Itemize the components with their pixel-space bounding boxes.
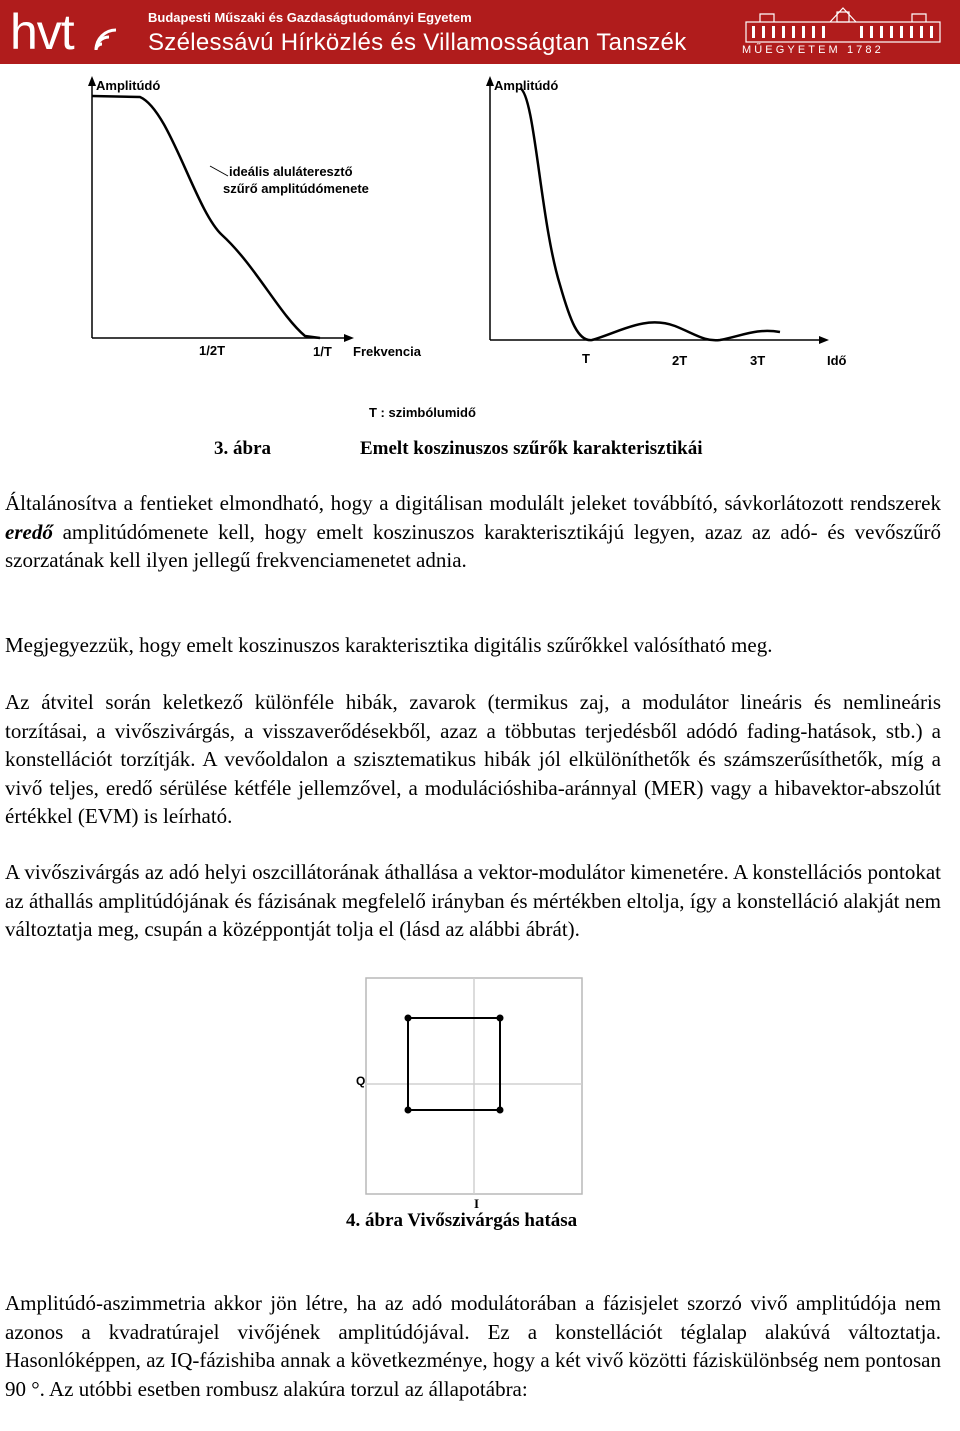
paragraph-transmission-errors: Az átvitel során keletkező különféle hibák, zavarok (termikus zaj, a modulátor lineáris és nemlineáris torzításai, a vivőszivárgás, a visszaverődésekből, azaz a többutas terjedésből adódó fading-hatások, stb.) a konstellációt torzítják. A vevőoldalon a szisztematikus hibák jól elkülöníthetők és számszerűsíthetők, míg a vivő teljes, eredő sérülése kétféle jellemzővel, a modulációshiba-aránnyal (MER) vagy a hibavektor-abszolút értékkel (EVM) is leírható. [5,690,941,829]
university-name: Budapesti Műszaki és Gazdaságtudományi Egyetem [148,10,472,25]
paragraph-amplitude-asymmetry: Amplitúdó-aszimmetria akkor jön létre, ha az adó modulátorában a fázisjelet szorzó vivő amplitúdója nem azonos a kvadratúrajel vivőjének amplitúdójával. Ez a konstellációt téglalap alakúvá változtatja. Hasonlóképpen, az IQ-fázishiba annak a következménye, hogy a két vivő közötti fáziskülönbség nem pontosan 90 °. Az utóbbi esetben rombusz alakúra torzul az állapotábra: [5,1291,941,1401]
figure4-caption: 4. ábra Vivőszivárgás hatása [346,1210,578,1231]
ideal-filter-annotation-line2: szűrő amplitúdómenete [223,181,369,196]
figure3-caption-number: 3. ábra [214,438,271,459]
tick-label-2t: 2T [672,353,688,368]
constellation-point [497,1107,504,1114]
i-axis-label: I [474,1196,480,1211]
tick-label-one-t: 1/T [313,344,332,359]
tick-label-half-t: 1/2T [199,343,226,358]
left-x-axis-label: Frekvencia [353,344,421,359]
symbol-time-note: T : szimbólumidő [369,405,476,420]
paragraph-digital-filters: Megjegyezzük, hogy emelt koszinuszos karakterisztika digitális szűrőkkel valósítható meg. [5,633,773,657]
q-axis-label: Q [356,1074,366,1088]
y-axis-arrow [486,76,494,86]
tick-label-3t: 3T [750,353,766,368]
emphasis-text: eredő [5,519,53,544]
constellation-point [497,1015,504,1022]
left-y-axis-label: Amplitúdó [96,78,161,93]
paragraph-text: amplitúdómenete kell, hogy emelt koszinuszos karakterisztikájú legyen, azaz az adó- és vevőszűrő szorzatának kell ilyen jellegű frekvenciamenetet adnia. [5,519,941,573]
seal-text: MŰEGYETEM 1782 [742,44,884,56]
constellation-point [405,1015,412,1022]
y-axis-arrow [88,76,96,86]
constellation-point [405,1107,412,1114]
paragraph-generalization [5,489,941,575]
signal-waves-icon [92,22,128,52]
raised-cosine-frequency-plot [0,70,480,370]
constellation-diagram [360,976,586,1198]
figure3-caption-title: Emelt koszinuszos szűrők karakterisztikái [360,438,703,459]
header-banner [0,0,960,64]
impulse-response-plot [480,70,880,370]
x-axis-arrow [819,336,829,344]
frequency-response-curve [92,96,320,338]
paragraph-text: Általánosítva a fentieket elmondható, hogy a digitálisan modulált jeleket továbbító, sávkorlátozott rendszerek [5,491,941,515]
department-name: Szélessávú Hírközlés és Villamosságtan Tanszék [148,29,687,56]
annotation-leader-line [210,166,228,176]
impulse-response-curve [520,88,780,340]
hvt-logo: hvt [10,4,74,60]
right-y-axis-label: Amplitúdó [494,78,559,93]
tick-label-t: T [582,351,590,366]
x-axis-arrow [344,334,354,342]
right-x-axis-label: Idő [827,353,847,368]
paragraph-carrier-leakage: A vivőszivárgás az adó helyi oszcillátorának áthallása a vektor-modulátor kimenetére. A konstellációs pontokat az áthallás amplitúdójának és fázisának megfelelő irányban és mértékben eltolja, így a konstelláció alakját nem változtatja meg, csupán a középpontját tolja el (lásd az alábbi ábrát). [5,860,941,942]
ideal-filter-annotation-line1: ideális aluláteresztő [229,164,353,179]
